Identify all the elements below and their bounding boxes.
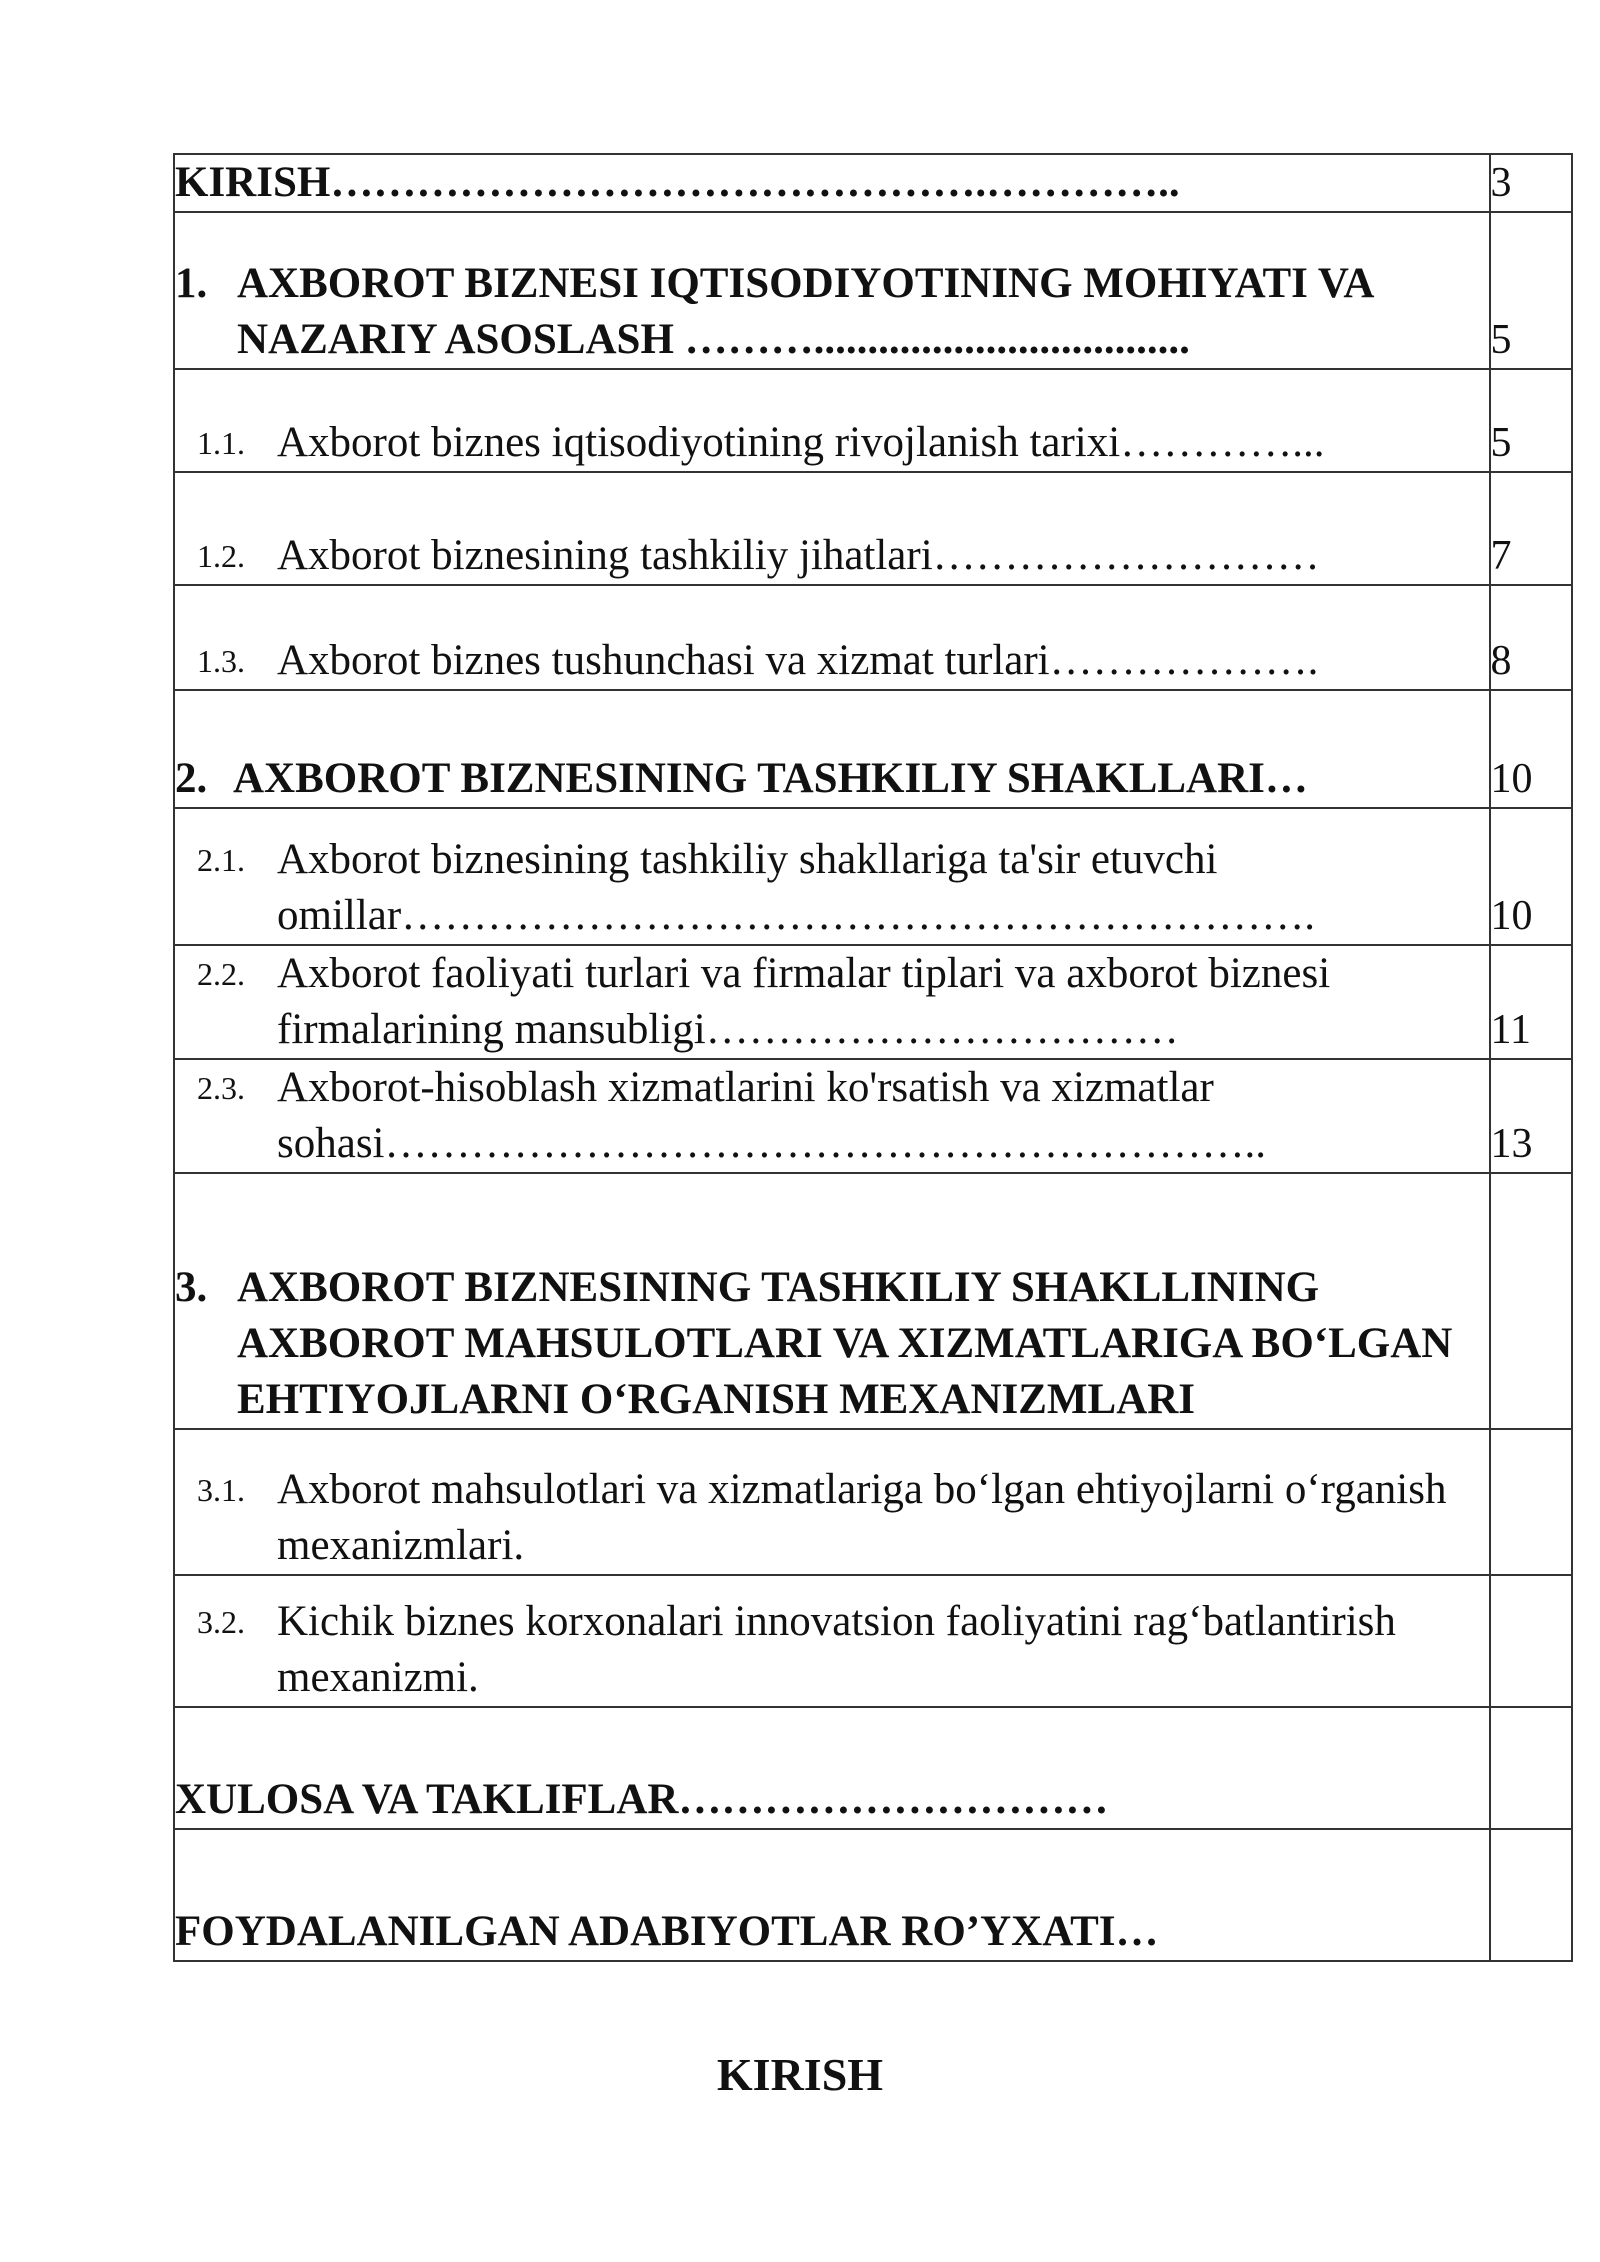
toc-ch1-page: 5 bbox=[1490, 212, 1572, 369]
toc-row-section-2-3 bbox=[174, 1059, 1572, 1173]
toc-s23-label: Axborot-hisoblash xizmatlarini ko'rsatish va xizmatlar sohasi…………………………………………………….. bbox=[277, 1064, 1266, 1167]
toc-text-cell bbox=[174, 154, 1490, 212]
toc-references-label: FOYDALANILGAN ADABIYOTLAR RO’YXATI… bbox=[175, 1908, 1159, 1955]
toc-row-section-2-1 bbox=[174, 808, 1572, 945]
toc-row-conclusion bbox=[174, 1707, 1572, 1829]
toc-s31-label: Axborot mahsulotlari va xizmatlariga bo‘lgan ehtiyojlarni o‘rganish mexanizmlari. bbox=[277, 1466, 1447, 1569]
toc-ch2-number: 2. bbox=[175, 755, 208, 802]
toc-row-chapter-3 bbox=[174, 1173, 1572, 1429]
toc-s12-page: 7 bbox=[1490, 472, 1572, 585]
toc-ch1-number: 1. bbox=[175, 260, 208, 307]
toc-text-cell bbox=[174, 1575, 1490, 1707]
toc-row-section-2-2 bbox=[174, 945, 1572, 1059]
toc-row-references bbox=[174, 1829, 1572, 1961]
toc-text-cell bbox=[174, 690, 1490, 808]
toc-s32-number: 3.2. bbox=[197, 1604, 245, 1640]
toc-text-cell bbox=[174, 585, 1490, 690]
toc-s11-number: 1.1. bbox=[197, 425, 245, 461]
toc-s23-number: 2.3. bbox=[197, 1070, 245, 1106]
toc-s13-number: 1.3. bbox=[197, 643, 245, 679]
toc-ch3-label: AXBOROT BIZNESINING TASHKILIY SHAKLLINING AXBOROT MAHSULOTLARI VA XIZMATLARIGA BO‘LGAN EHTIYOJLARNI O‘RGANISH MEXANIZMLARI bbox=[237, 1264, 1453, 1423]
toc-row-section-1-2 bbox=[174, 472, 1572, 585]
toc-s21-label: Axborot biznesining tashkiliy shakllariga ta'sir etuvchi omillar………………………………………………………. bbox=[277, 836, 1315, 939]
toc-s32-page bbox=[1490, 1575, 1572, 1707]
toc-s21-number: 2.1. bbox=[197, 842, 245, 878]
toc-text-cell bbox=[174, 945, 1490, 1059]
toc-conclusion-page bbox=[1490, 1707, 1572, 1829]
toc-conclusion-label: XULOSA VA TAKLIFLAR………………………… bbox=[175, 1776, 1109, 1823]
toc-s23-page: 13 bbox=[1490, 1059, 1572, 1173]
toc-ch3-number: 3. bbox=[175, 1264, 208, 1311]
toc-text-cell bbox=[174, 1429, 1490, 1575]
toc-text-cell bbox=[174, 1707, 1490, 1829]
toc-text-cell bbox=[174, 808, 1490, 945]
toc-row-chapter-2 bbox=[174, 690, 1572, 808]
toc-row-chapter-1 bbox=[174, 212, 1572, 369]
toc-text-cell bbox=[174, 212, 1490, 369]
toc-ch2-page: 10 bbox=[1490, 690, 1572, 808]
toc-s22-number: 2.2. bbox=[197, 956, 245, 992]
toc-text-cell bbox=[174, 472, 1490, 585]
toc-text-cell bbox=[174, 369, 1490, 472]
toc-s31-number: 3.1. bbox=[197, 1472, 245, 1508]
section-heading: KIRISH bbox=[716, 2049, 884, 2100]
toc-intro-label: KIRISH……………………………………….………….. bbox=[175, 159, 1180, 206]
toc-ch1-label: AXBOROT BIZNESI IQTISODIYOTINING MOHIYATI VA NAZARIY ASOSLASH ………................................... bbox=[237, 260, 1373, 363]
toc-s12-label: Axborot biznesining tashkiliy jihatlari……………………… bbox=[277, 532, 1320, 579]
toc-s13-page: 8 bbox=[1490, 585, 1572, 690]
toc-intro-page: 3 bbox=[1490, 154, 1572, 212]
toc-s11-label: Axborot biznes iqtisodiyotining rivojlanish tarixi…………... bbox=[277, 419, 1325, 466]
toc-s21-page: 10 bbox=[1490, 808, 1572, 945]
toc-text-cell bbox=[174, 1173, 1490, 1429]
table-of-contents bbox=[173, 153, 1573, 1962]
toc-s11-page: 5 bbox=[1490, 369, 1572, 472]
toc-row-intro bbox=[174, 154, 1572, 212]
toc-text-cell bbox=[174, 1059, 1490, 1173]
toc-s13-label: Axborot biznes tushunchasi va xizmat turlari………………. bbox=[277, 637, 1319, 684]
toc-s12-number: 1.2. bbox=[197, 538, 245, 574]
toc-s32-label: Kichik biznes korxonalari innovatsion faoliyatini rag‘batlantirish mexanizmi. bbox=[277, 1598, 1396, 1701]
toc-ch2-label: AXBOROT BIZNESINING TASHKILIY SHAKLLARI… bbox=[233, 755, 1308, 802]
toc-text-cell bbox=[174, 1829, 1490, 1961]
toc-ch3-page bbox=[1490, 1173, 1572, 1429]
toc-row-section-1-1 bbox=[174, 369, 1572, 472]
toc-row-section-1-3 bbox=[174, 585, 1572, 690]
toc-row-section-3-2 bbox=[174, 1575, 1572, 1707]
toc-row-section-3-1 bbox=[174, 1429, 1572, 1575]
toc-s22-label: Axborot faoliyati turlari va firmalar tiplari va axborot biznesi firmalarining mansubligi…………………………… bbox=[277, 950, 1331, 1053]
toc-references-page bbox=[1490, 1829, 1572, 1961]
toc-s22-page: 11 bbox=[1490, 945, 1572, 1059]
toc-s31-page bbox=[1490, 1429, 1572, 1575]
